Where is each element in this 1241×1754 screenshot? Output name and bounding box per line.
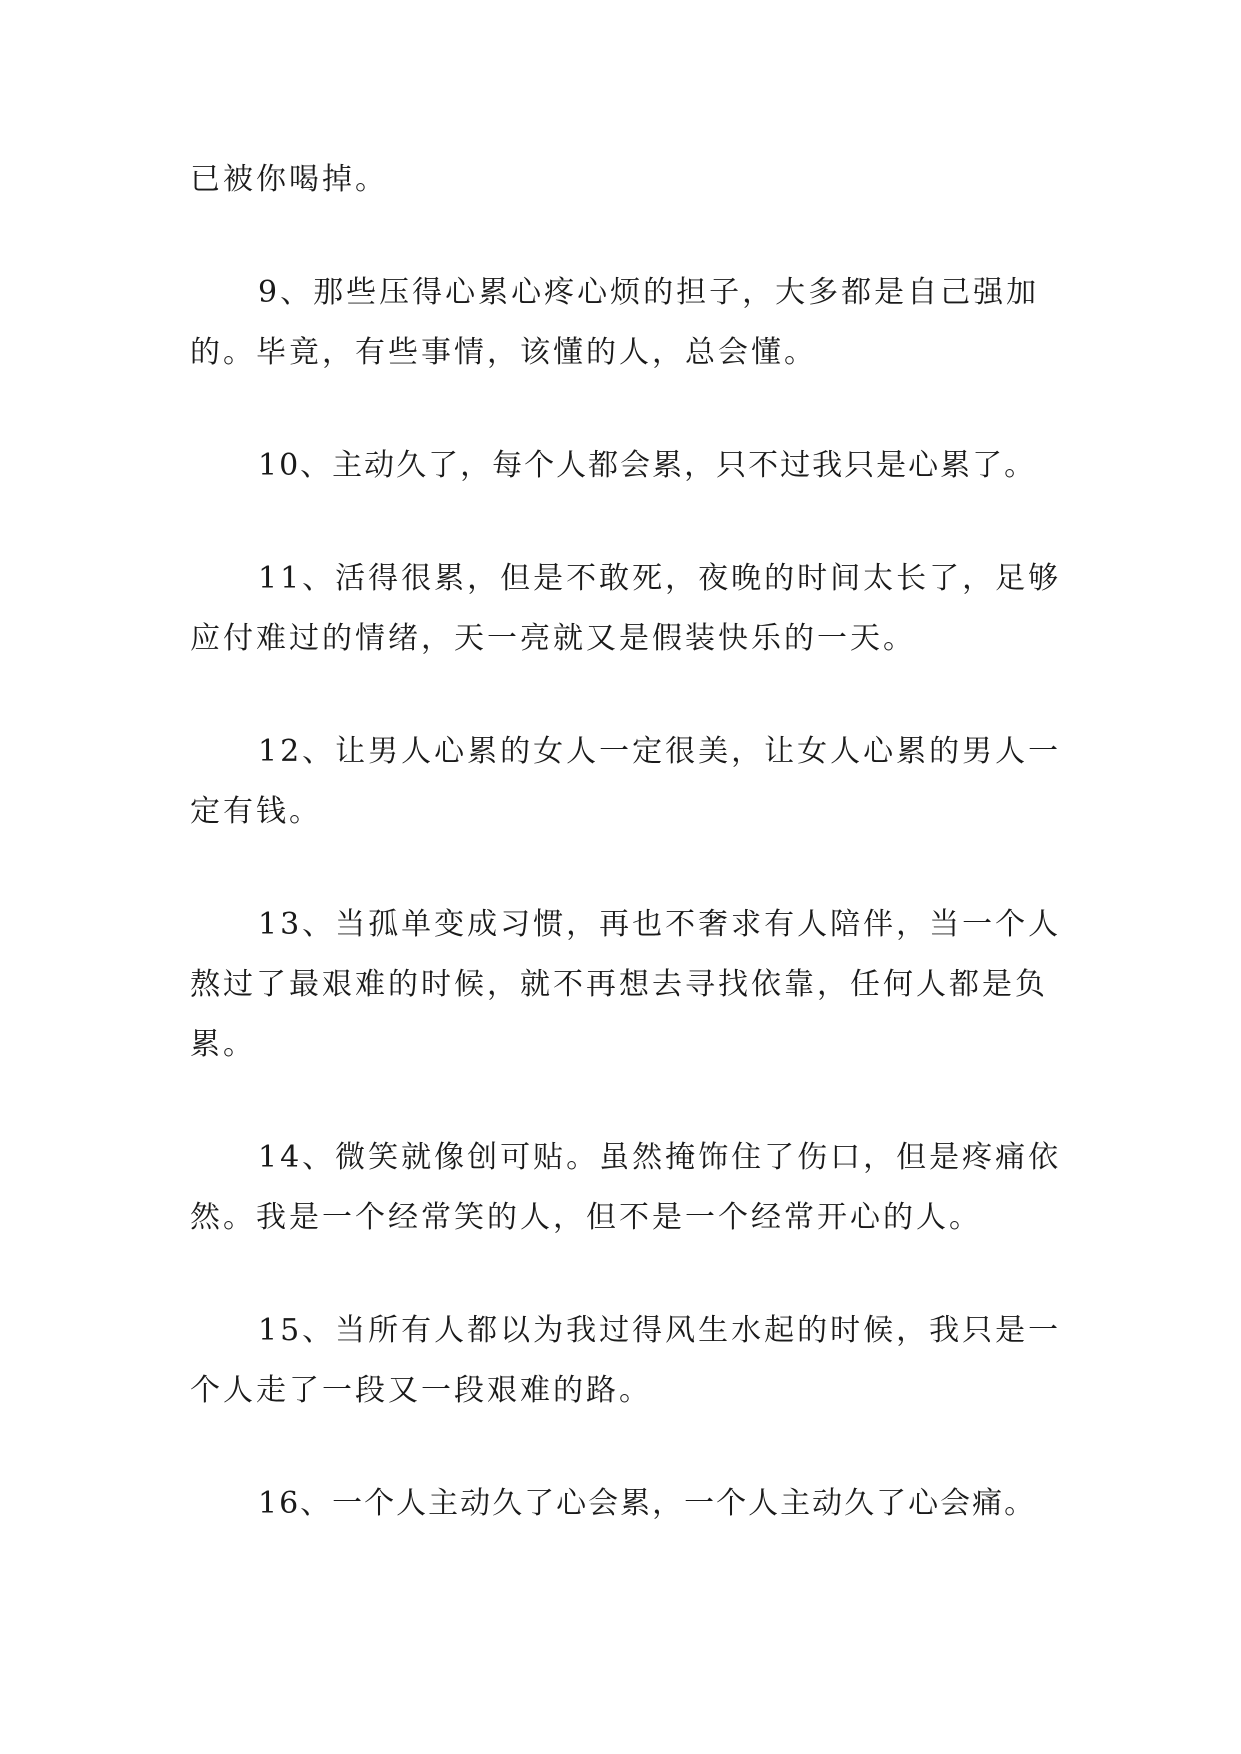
paragraph-item-12: 12、让男人心累的女人一定很美，让女人心累的男人一定有钱。 (190, 734, 1062, 829)
paragraph-item-14: 14、微笑就像创可贴。虽然掩饰住了伤口，但是疼痛依然。我是一个经常笑的人，但不是一个经常开心的人。 (190, 1140, 1062, 1235)
paragraph-item-13: 13、当孤单变成习惯，再也不奢求有人陪伴，当一个人熬过了最艰难的时候，就不再想去寻找依靠，任何人都是负累。 (190, 907, 1062, 1062)
paragraph-item-16: 16、一个人主动久了心会累，一个人主动久了心会痛。 (258, 1486, 1037, 1521)
paragraph-item-10: 10、主动久了，每个人都会累，只不过我只是心累了。 (258, 448, 1037, 483)
paragraph-item-9: 9、那些压得心累心疼心烦的担子，大多都是自己强加的。毕竟，有些事情，该懂的人，总会懂。 (190, 275, 1040, 370)
paragraph-item-11: 11、活得很累，但是不敢死，夜晚的时间太长了，足够应付难过的情绪，天一亮就又是假装快乐的一天。 (190, 561, 1062, 656)
document-body (190, 150, 1070, 1587)
paragraph-continuation: 已被你喝掉。 (190, 162, 388, 197)
paragraph-item-15: 15、当所有人都以为我过得风生水起的时候，我只是一个人走了一段又一段艰难的路。 (190, 1313, 1062, 1408)
